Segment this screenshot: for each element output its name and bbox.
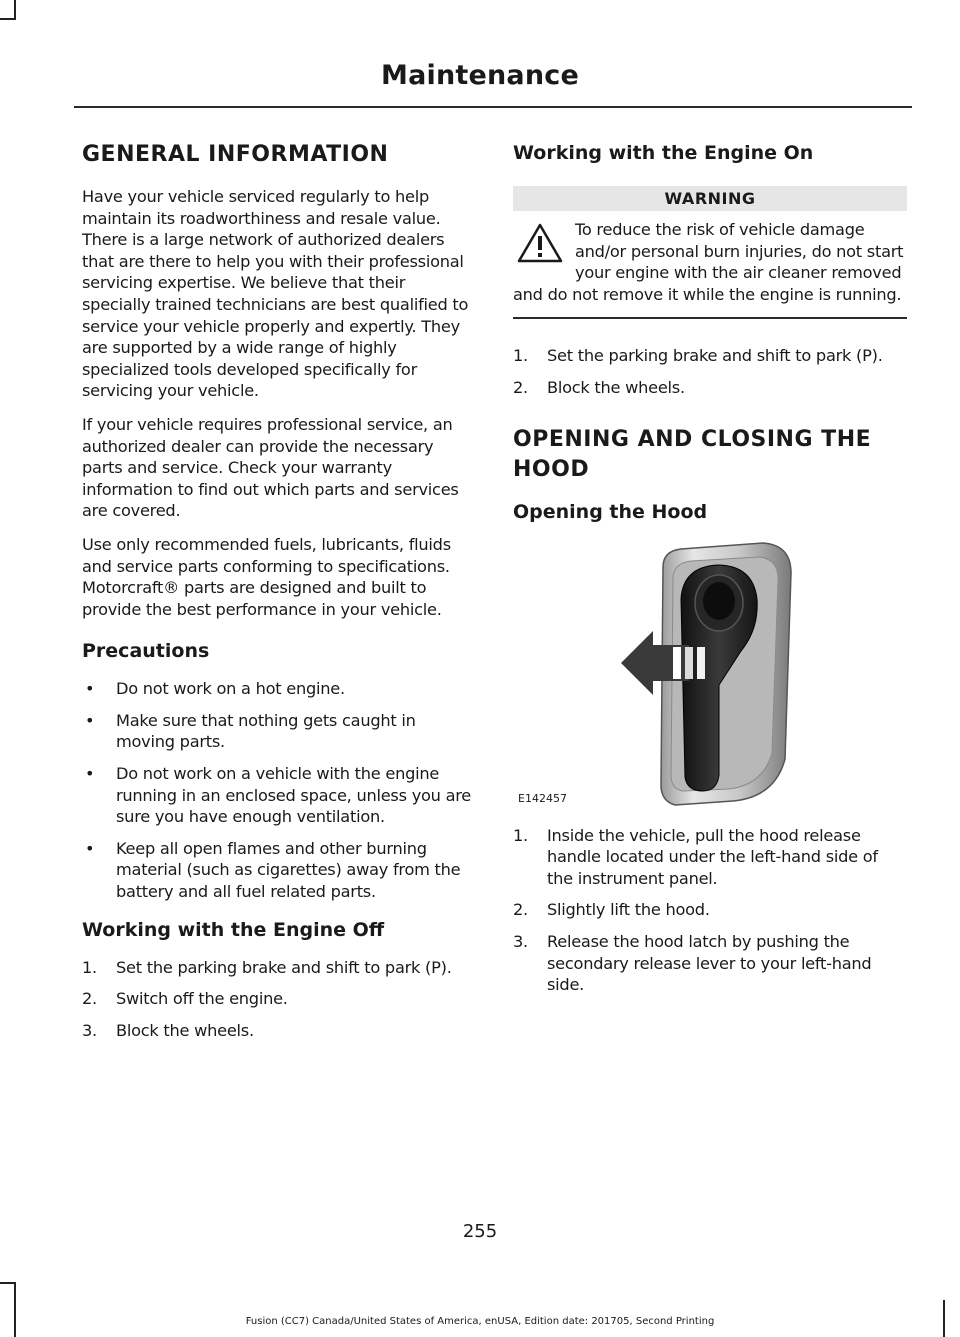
step-number: 1.	[82, 957, 97, 977]
figure-code: E142457	[518, 791, 567, 805]
precautions-list	[82, 678, 476, 902]
list-item	[513, 931, 907, 996]
step-text: Set the parking brake and shift to park (P).	[116, 957, 452, 977]
list-item: • Make sure that nothing gets caught in moving parts.	[82, 710, 476, 753]
step-number: 3.	[82, 1020, 97, 1040]
engine-off-steps	[82, 957, 476, 1042]
list-item	[82, 988, 476, 1010]
page-number: 255	[462, 1221, 498, 1242]
section-heading-hood-line1: OPENING AND CLOSING THE	[513, 426, 872, 452]
hood-steps	[513, 825, 907, 996]
crop-mark	[14, 1282, 16, 1337]
step-text: Set the parking brake and shift to park (P).	[547, 346, 883, 366]
step-number: 1.	[513, 346, 528, 366]
right-column	[513, 140, 907, 1008]
footer-text: Fusion (CC7) Canada/United States of America, enUSA, Edition date: 201705, Second Printing	[245, 1316, 715, 1327]
list-item	[82, 1020, 476, 1042]
paragraph: If your vehicle requires professional service, an authorized dealer can provide the necessary parts and service. Check your warranty information to find out which parts and services are covered.	[82, 414, 459, 521]
list-item	[513, 345, 907, 367]
left-column	[82, 140, 476, 1053]
subheading-precautions: Precautions	[82, 640, 210, 663]
list-item: • Keep all open flames and other burning material (such as cigarettes) away from the battery and all fuel related parts.	[82, 838, 476, 903]
crop-mark	[0, 18, 16, 20]
step-text: Switch off the engine.	[116, 989, 288, 1009]
section-heading-hood-line2: HOOD	[513, 456, 590, 482]
step-number: 2.	[513, 377, 528, 397]
step-number: 3.	[513, 931, 528, 951]
warning-text: To reduce the risk of vehicle damage and/or personal burn injuries, do not start your engine with the air cleaner removed and do not remove it while the engine is running.	[513, 220, 904, 304]
list-item: • Do not work on a vehicle with the engine running in an enclosed space, unless you are sure you have enough ventilation.	[82, 763, 476, 828]
list-item	[82, 957, 476, 979]
warning-body	[513, 219, 907, 305]
warning-heading: WARNING	[513, 186, 907, 211]
section-heading-general: GENERAL INFORMATION	[82, 142, 389, 167]
hood-release-handle-illustration	[513, 539, 907, 811]
step-text: Release the hood latch by pushing the secondary release lever to your left-hand side.	[547, 931, 872, 995]
step-text: Inside the vehicle, pull the hood release handle located under the left-hand side of the instrument panel.	[547, 825, 878, 888]
list-item	[513, 899, 907, 921]
paragraph: Have your vehicle serviced regularly to help maintain its roadworthiness and resale value. There is a large network of authorized dealers that are there to help you with their professional servicing expertise. We believe that their specially trained technicians are best qualified to service your vehicle properly and expertly. They are supported by a wide range of highly specialized tools developed specifically for servicing your vehicle.	[82, 187, 469, 401]
step-number: 2.	[82, 989, 97, 1009]
list-item	[513, 825, 907, 890]
crop-mark	[0, 1282, 16, 1284]
step-text: Slightly lift the hood.	[547, 900, 710, 920]
crop-mark	[14, 0, 16, 20]
warning-triangle-icon	[517, 223, 563, 263]
subheading-opening-hood: Opening the Hood	[513, 500, 708, 523]
subheading-engine-off: Working with the Engine Off	[82, 918, 385, 941]
step-number: 2.	[513, 900, 528, 920]
warning-box	[513, 186, 907, 319]
hood-release-figure	[513, 539, 907, 811]
subheading-engine-on: Working with the Engine On	[513, 142, 814, 164]
paragraph: Use only recommended fuels, lubricants, fluids and service parts conforming to specifications. Motorcraft® parts are designed and built to provide the best performance in your vehicle.	[82, 534, 451, 619]
engine-on-steps	[513, 345, 907, 398]
step-text: Block the wheels.	[547, 377, 685, 397]
list-item: • Do not work on a hot engine.	[82, 678, 476, 700]
header-divider	[74, 106, 912, 108]
step-number: 1.	[513, 825, 528, 845]
list-item	[513, 377, 907, 399]
step-text: Block the wheels.	[116, 1020, 254, 1040]
page-title: Maintenance	[381, 60, 579, 91]
